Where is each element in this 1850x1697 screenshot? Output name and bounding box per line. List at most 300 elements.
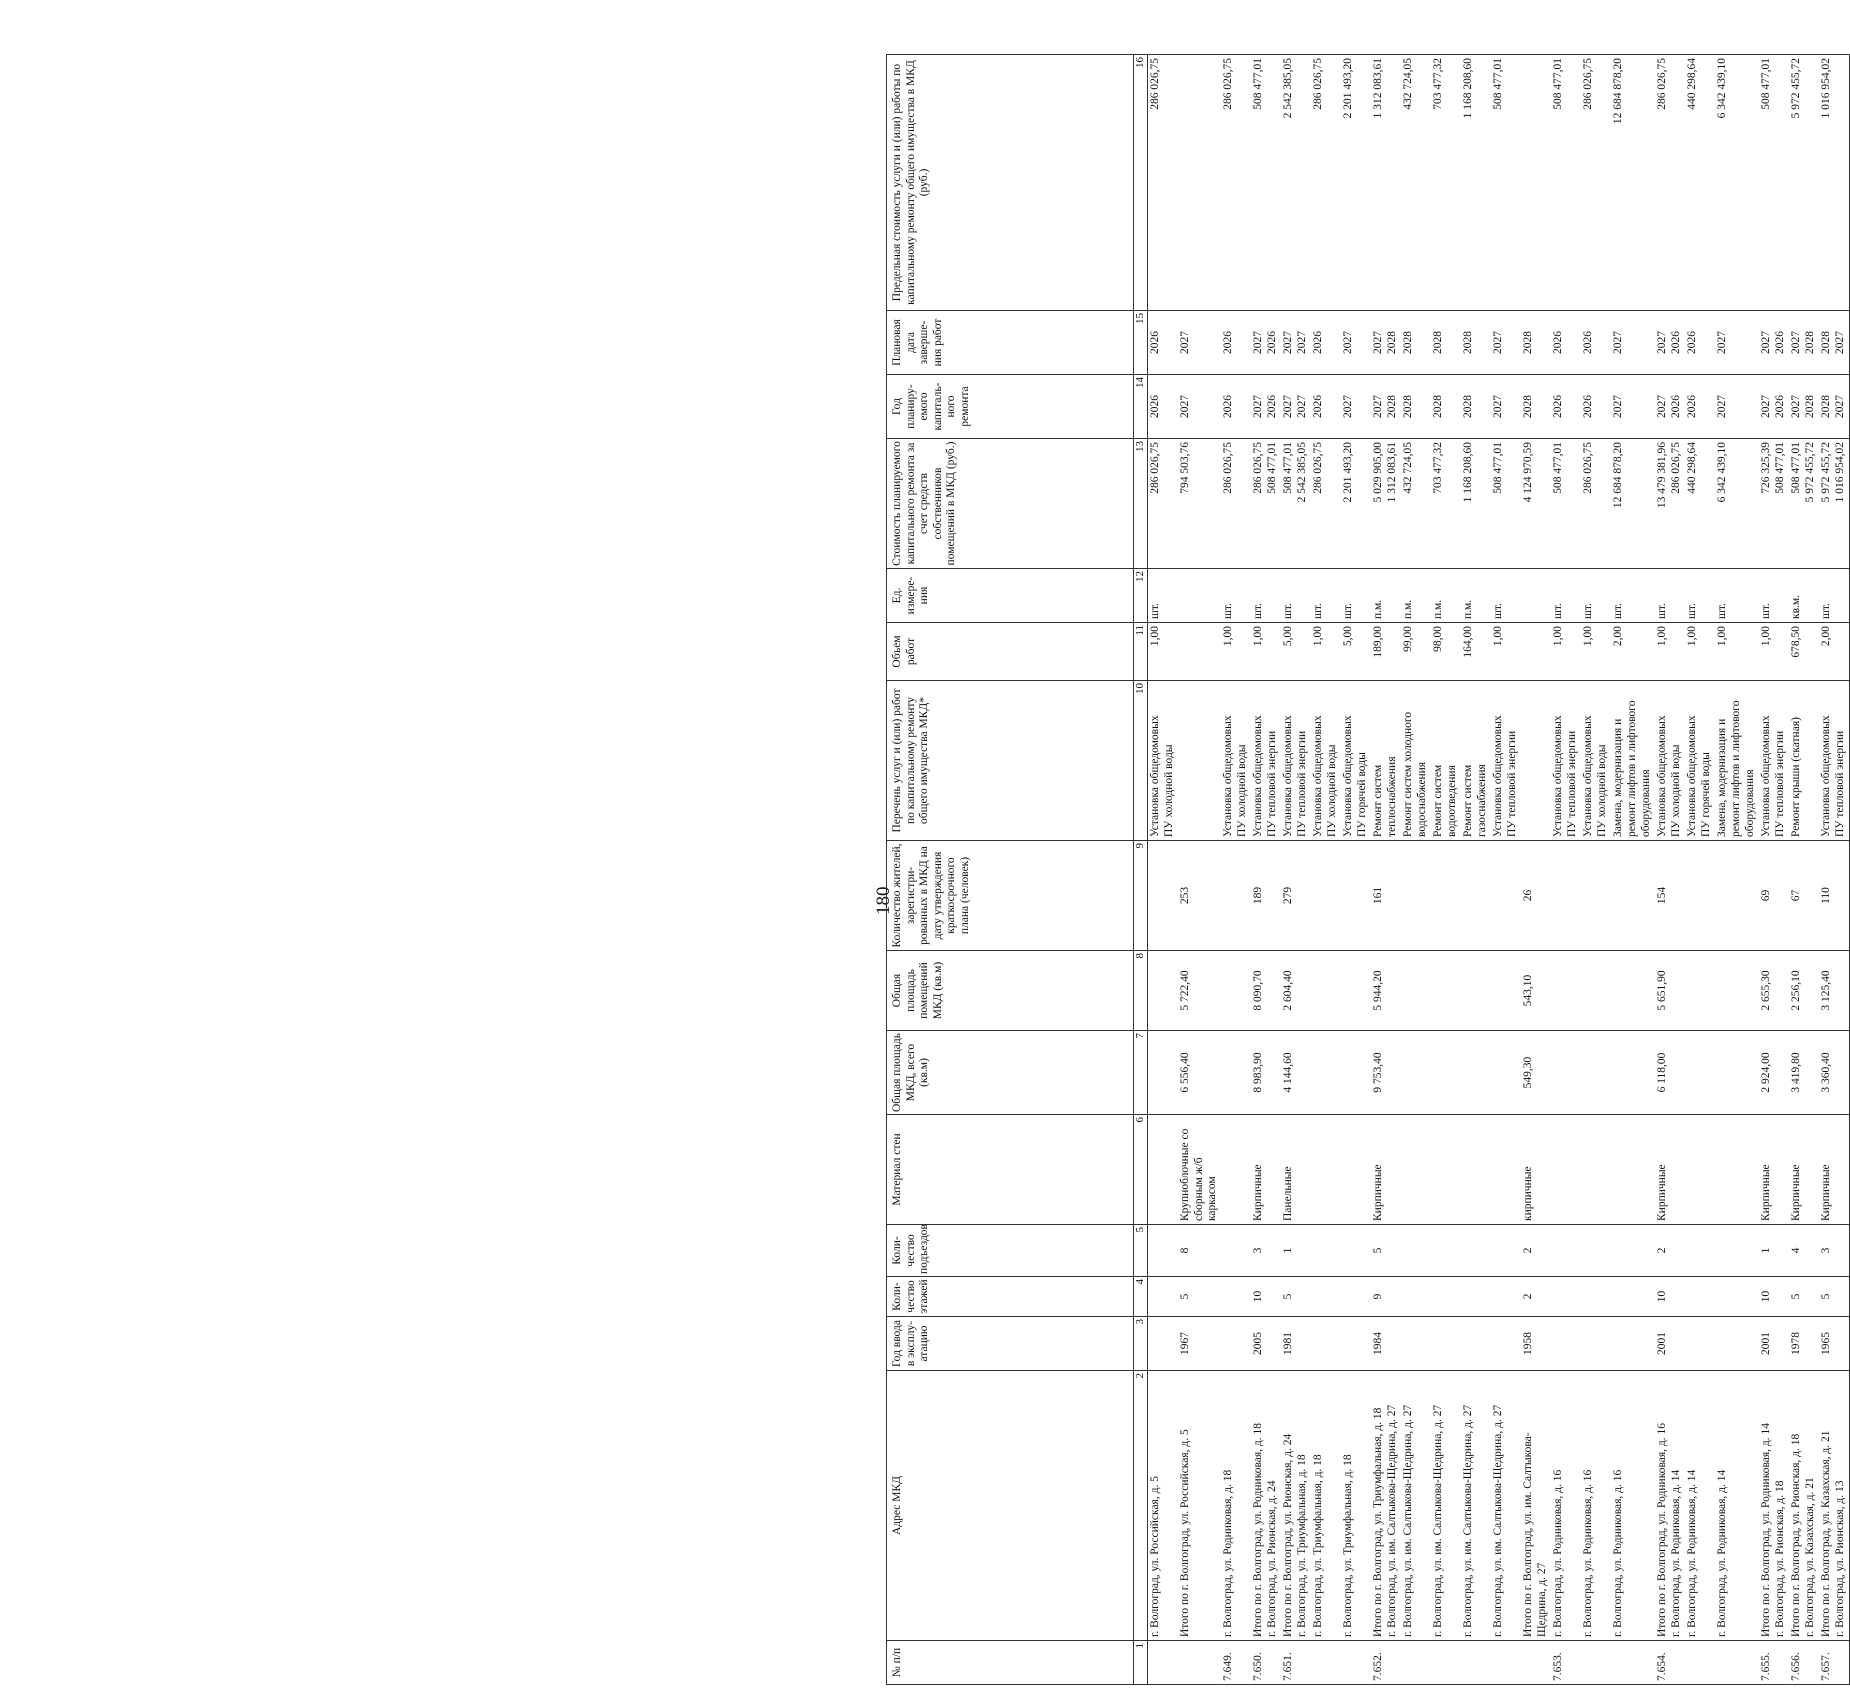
table-row [1789,55,1819,1685]
residents-cell [1611,841,1655,951]
unit-cell [1819,569,1850,623]
cost-cell-line: 13 479 381,96 [1655,442,1668,509]
cost-cell-line: 726 325,39 [1759,442,1772,494]
cost-cell-line: 703 477,32 [1431,442,1444,494]
total-area-cell: 8 983,90 [1251,1031,1281,1115]
works-cell [1789,681,1819,841]
row-number [1685,1641,1715,1685]
cost-cell-line: 1 312 083,61 [1385,442,1398,503]
residents-cell: 189 [1251,841,1281,951]
table-row [1819,55,1850,1685]
cost-cell [1551,439,1581,569]
volume-cell [1281,623,1311,681]
volume-cell [1461,623,1491,681]
works-cell-line: Ремонт систем [1461,764,1474,837]
limit-cost-cell-line: 703 477,32 [1431,58,1444,110]
limit-cost-cell-line: 1 312 083,61 [1371,58,1384,119]
unit-cell-line: шт. [1281,603,1294,619]
column-header: Общая площадь помещений МКД (кв.м) [887,951,1134,1031]
limit-cost-cell-line: 508 477,01 [1491,58,1504,110]
cost-cell-line: 286 026,75 [1311,442,1324,494]
works-cell-line: ПУ горячей воды [1699,752,1712,837]
cost-cell-line: 5 972 455,72 [1803,442,1816,503]
cost-cell-line: 286 026,75 [1669,442,1682,494]
cost-cell [1655,439,1685,569]
residents-cell: 154 [1655,841,1685,951]
cost-cell [1221,439,1251,569]
premises-area-cell: 3 125,40 [1819,951,1850,1031]
premises-area-cell [1431,951,1461,1031]
volume-cell-line: 678,50 [1789,626,1802,658]
wall-material-cell [1491,1115,1521,1225]
column-header: Ед. измере-ния [887,569,1134,623]
table-row [1715,55,1759,1685]
wall-material-cell [1311,1115,1341,1225]
completion-date-cell-line: 2028 [1461,331,1474,354]
completion-date-cell [1401,311,1431,375]
limit-cost-cell [1521,55,1551,311]
completion-date-cell [1281,311,1311,375]
table-row [1251,55,1281,1685]
address-cell [1341,1371,1371,1641]
completion-date-cell-line: 2026 [1265,331,1278,354]
unit-cell-line: п.м. [1461,599,1474,619]
year-cell: 1958 [1521,1317,1551,1371]
completion-date-cell-line: 2026 [1149,331,1161,354]
volume-cell-line: 2,00 [1611,626,1624,647]
limit-cost-cell [1819,55,1850,311]
column-header: № п/п [887,1641,1134,1685]
total-area-cell [1685,1031,1715,1115]
address-cell [1491,1371,1521,1641]
cost-cell-line: 2 201 493,20 [1341,442,1354,503]
entrances-cell [1551,1225,1581,1277]
volume-cell-line: 1,00 [1251,626,1264,647]
year-cell [1431,1317,1461,1371]
repair-year-cell-line: 2027 [1789,395,1802,418]
cost-cell-line: 286 026,75 [1149,442,1161,494]
address-cell-line: г. Волгоград, ул. Родниковая, д. 14 [1715,1469,1728,1637]
cost-cell [1401,439,1431,569]
entrances-cell [1431,1225,1461,1277]
address-cell [1311,1371,1341,1641]
volume-cell-line: 1,00 [1149,626,1161,647]
table-row [1655,55,1685,1685]
works-cell-line: водоснабжения [1415,761,1428,837]
limit-cost-cell-line: 1 016 954,02 [1819,58,1832,119]
cost-cell-line: 1 016 954,02 [1833,442,1846,503]
repair-year-cell-line: 2027 [1611,395,1624,418]
repair-year-cell-line: 2027 [1491,395,1504,418]
total-area-cell: 3 360,40 [1819,1031,1850,1115]
column-number: 13 [1134,439,1148,569]
limit-cost-cell [1789,55,1819,311]
premises-area-cell: 5 722,40 [1178,951,1221,1031]
repair-year-cell-line: 2026 [1685,395,1698,418]
wall-material-cell [1341,1115,1371,1225]
residents-cell [1685,841,1715,951]
table-row [1311,55,1341,1685]
cost-cell-line: 12 684 878,20 [1611,442,1624,509]
repair-year-cell [1611,375,1655,439]
premises-area-cell [1551,951,1581,1031]
volume-cell [1521,623,1551,681]
works-cell-line: Ремонт крыши (скатная) [1789,717,1802,837]
limit-cost-cell-line: 508 477,01 [1759,58,1772,110]
column-header: Коли-чество этажей [887,1277,1134,1317]
table-row [1491,55,1521,1685]
unit-cell [1251,569,1281,623]
wall-material-cell: Панельные [1281,1115,1311,1225]
residents-cell [1311,841,1341,951]
completion-date-cell [1491,311,1521,375]
cost-cell [1371,439,1401,569]
repair-year-cell-line: 2027 [1281,395,1294,418]
limit-cost-cell-line: 508 477,01 [1251,58,1264,110]
unit-cell [1401,569,1431,623]
unit-cell [1461,569,1491,623]
unit-cell-line: шт. [1149,603,1161,619]
address-cell [1461,1371,1491,1641]
completion-date-cell [1431,311,1461,375]
column-number: 11 [1134,623,1148,681]
cost-cell [1581,439,1611,569]
works-cell-line: Установка общедомовых [1491,715,1504,837]
residents-cell: 67 [1789,841,1819,951]
unit-cell-line: шт. [1759,603,1772,619]
column-number: 10 [1134,681,1148,841]
column-header: Перечень услуг и (или) работ по капитальному ремонту общего имущества МКД* [887,681,1134,841]
year-cell [1715,1317,1759,1371]
works-cell-line: оборудования [1743,769,1756,837]
works-cell-line: Ремонт систем [1371,764,1384,837]
residents-cell: 161 [1371,841,1401,951]
completion-date-cell [1221,311,1251,375]
cost-cell-line: 508 477,01 [1789,442,1802,494]
total-area-cell [1311,1031,1341,1115]
wall-material-cell: кирпичные [1521,1115,1551,1225]
column-number: 3 [1134,1317,1148,1371]
unit-cell-line: шт. [1655,603,1668,619]
column-header: Общая площадь МКД, всего (кв.м) [887,1031,1134,1115]
cost-cell [1251,439,1281,569]
repair-year-cell [1251,375,1281,439]
cost-cell [1685,439,1715,569]
limit-cost-cell [1251,55,1281,311]
premises-area-cell: 2 655,30 [1759,951,1789,1031]
cost-cell [1431,439,1461,569]
entrances-cell [1685,1225,1715,1277]
wall-material-cell [1715,1115,1759,1225]
completion-date-cell-line: 2026 [1221,331,1234,354]
volume-cell-line: 98,00 [1431,626,1444,652]
column-number: 2 [1134,1371,1148,1641]
repair-year-cell [1521,375,1551,439]
address-cell-line: г. Волгоград, ул. Родниковая, д. 14 [1669,1469,1682,1637]
address-cell-line: г. Волгоград, ул. Казахская, д. 21 [1803,1477,1816,1637]
completion-date-cell-line: 2027 [1295,331,1308,354]
repair-year-cell [1461,375,1491,439]
total-area-cell [1221,1031,1251,1115]
unit-cell [1685,569,1715,623]
works-cell [1251,681,1281,841]
works-cell-line: Установка общедомовых [1581,715,1594,837]
completion-date-cell [1581,311,1611,375]
repair-year-cell [1789,375,1819,439]
row-number [1715,1641,1759,1685]
limit-cost-cell-line: 432 724,05 [1401,58,1414,110]
volume-cell-line: 99,00 [1401,626,1414,652]
column-number: 8 [1134,951,1148,1031]
works-cell-line: Ремонт систем [1431,764,1444,837]
unit-cell [1431,569,1461,623]
volume-cell [1341,623,1371,681]
residents-cell [1401,841,1431,951]
works-cell-line: Установка общедомовых [1551,715,1564,837]
row-number: 7.655. [1759,1641,1789,1685]
cost-cell-line: 2 542 385,05 [1295,442,1308,503]
limit-cost-cell [1581,55,1611,311]
volume-cell-line: 164,00 [1461,626,1474,658]
volume-cell [1685,623,1715,681]
address-cell-line: г. Волгоград, ул. Триумфальная, д. 18 [1341,1454,1354,1637]
repair-year-cell [1148,375,1179,439]
column-number: 6 [1134,1115,1148,1225]
unit-cell [1341,569,1371,623]
limit-cost-cell [1341,55,1371,311]
residents-cell [1431,841,1461,951]
address-cell-line: Итого по г. Волгоград, ул. Триумфальная, д. 18 [1371,1407,1384,1637]
row-number [1461,1641,1491,1685]
repair-year-cell-line: 2027 [1759,395,1772,418]
volume-cell [1431,623,1461,681]
completion-date-cell-line: 2027 [1281,331,1294,354]
volume-cell [1491,623,1521,681]
completion-date-cell-line: 2027 [1789,331,1802,354]
volume-cell-line: 1,00 [1581,626,1594,647]
volume-cell [1551,623,1581,681]
rotated-sheet [48,55,1846,1685]
works-cell-line: Установка общедомовых [1341,715,1354,837]
residents-cell [1491,841,1521,951]
works-cell [1551,681,1581,841]
table-row [1685,55,1715,1685]
address-cell [1148,1371,1179,1641]
residents-cell: 69 [1759,841,1789,951]
row-number: 7.652. [1371,1641,1401,1685]
works-cell-line: Установка общедомовых [1685,715,1698,837]
address-cell-line: г. Волгоград, ул. Родниковая, д. 16 [1551,1469,1564,1637]
unit-cell-line: шт. [1819,603,1832,619]
column-number: 1 [1134,1641,1148,1685]
volume-cell [1581,623,1611,681]
premises-area-cell [1341,951,1371,1031]
completion-date-cell-line: 2027 [1833,331,1846,354]
address-cell [1281,1371,1311,1641]
works-cell [1461,681,1491,841]
works-cell [1281,681,1311,841]
completion-date-cell-line: 2026 [1685,331,1698,354]
limit-cost-cell [1311,55,1341,311]
floors-cell [1221,1277,1251,1317]
repair-year-cell-line: 2028 [1803,395,1816,418]
limit-cost-cell [1611,55,1655,311]
address-cell-line: г. Волгоград, ул. Рионская, д. 13 [1833,1480,1846,1637]
volume-cell [1178,623,1221,681]
completion-date-cell-line: 2026 [1311,331,1324,354]
cost-cell-line: 432 724,05 [1401,442,1414,494]
column-header: Стоимость планируемого капитального ремонта за счет средств собственников помещений в МКД (руб.) [887,439,1134,569]
row-number [1521,1641,1551,1685]
repair-year-cell-line: 2028 [1431,395,1444,418]
completion-date-cell [1789,311,1819,375]
floors-cell [1491,1277,1521,1317]
volume-cell [1819,623,1850,681]
completion-date-cell-line: 2027 [1611,331,1624,354]
completion-date-cell-line: 2028 [1401,331,1414,354]
completion-date-cell-line: 2026 [1773,331,1786,354]
limit-cost-cell-line: 5 972 455,72 [1789,58,1802,119]
floors-cell: 2 [1521,1277,1551,1317]
year-cell: 1981 [1281,1317,1311,1371]
unit-cell-line: шт. [1341,603,1354,619]
address-cell-line: г. Волгоград, ул. Рионская, д. 18 [1773,1480,1786,1637]
table-row [1148,55,1179,1685]
entrances-cell: 3 [1819,1225,1850,1277]
year-cell: 2001 [1759,1317,1789,1371]
cost-cell [1491,439,1521,569]
completion-date-cell-line: 2028 [1385,331,1398,354]
premises-area-cell [1685,951,1715,1031]
floors-cell [1685,1277,1715,1317]
completion-date-cell-line: 2027 [1759,331,1772,354]
address-cell [1178,1371,1221,1641]
works-cell-line: ремонт лифтов и лифтового [1625,700,1638,837]
year-cell: 1984 [1371,1317,1401,1371]
completion-date-cell [1685,311,1715,375]
limit-cost-cell-line: 12 684 878,20 [1611,58,1624,125]
works-cell-line: ПУ холодной воды [1595,744,1608,837]
table-row [1521,55,1551,1685]
address-cell-line: г. Волгоград, ул. Родниковая, д. 18 [1221,1469,1234,1637]
cost-cell [1789,439,1819,569]
completion-date-cell [1759,311,1789,375]
cost-cell-line: 5 029 905,00 [1371,442,1384,503]
works-cell [1685,681,1715,841]
works-cell [1819,681,1850,841]
volume-cell-line: 1,00 [1221,626,1234,647]
works-cell [1655,681,1685,841]
works-cell-line: ПУ тепловой энергии [1833,730,1846,837]
address-cell-line: Итого по г. Волгоград, ул. Родниковая, д. 16 [1655,1423,1668,1637]
cost-cell-line: 4 124 970,59 [1521,442,1534,503]
completion-date-cell-line: 2027 [1341,331,1354,354]
volume-cell [1759,623,1789,681]
repair-year-cell-line: 2026 [1581,395,1594,418]
completion-date-cell-line: 2027 [1371,331,1384,354]
entrances-cell [1341,1225,1371,1277]
address-cell-line: Итого по г. Волгоград, ул. Казахская, д. 21 [1819,1430,1832,1637]
entrances-cell: 1 [1759,1225,1789,1277]
repair-year-cell [1491,375,1521,439]
cost-cell-line: 5 972 455,72 [1819,442,1832,503]
unit-cell [1759,569,1789,623]
works-cell-line: оборудования [1639,769,1652,837]
volume-cell-line: 1,00 [1491,626,1504,647]
limit-cost-cell [1178,55,1221,311]
total-area-cell: 3 419,80 [1789,1031,1819,1115]
unit-cell-line: шт. [1311,603,1324,619]
entrances-cell [1461,1225,1491,1277]
column-header: Объем работ [887,623,1134,681]
floors-cell: 10 [1759,1277,1789,1317]
wall-material-cell: Крупноблочные со сборным ж/б каркасом [1178,1115,1221,1225]
year-cell [1311,1317,1341,1371]
unit-cell-line: кв.м. [1789,594,1802,619]
entrances-cell [1611,1225,1655,1277]
repair-year-cell [1431,375,1461,439]
address-cell [1581,1371,1611,1641]
row-number: 7.657. [1819,1641,1850,1685]
wall-material-cell: Кирпичные [1819,1115,1850,1225]
entrances-cell [1221,1225,1251,1277]
floors-cell [1581,1277,1611,1317]
table-row [1581,55,1611,1685]
address-cell-line: Щедрина, д. 27 [1535,1562,1548,1637]
premises-area-cell: 5 944,20 [1371,951,1401,1031]
works-cell-line: ПУ холодной воды [1325,744,1338,837]
completion-date-cell [1551,311,1581,375]
floors-cell [1341,1277,1371,1317]
table-body [1148,55,1850,1685]
floors-cell [1148,1277,1179,1317]
address-cell [1521,1371,1551,1641]
total-area-cell: 6 118,00 [1655,1031,1685,1115]
repair-year-cell [1655,375,1685,439]
table-row [1611,55,1655,1685]
column-number: 7 [1134,1031,1148,1115]
cost-cell-line: 508 477,01 [1265,442,1278,494]
works-cell-line: ПУ тепловой энергии [1295,730,1308,837]
works-cell-line: Установка общедомовых [1221,715,1234,837]
total-area-cell [1461,1031,1491,1115]
cost-cell [1281,439,1311,569]
unit-cell-line: шт. [1581,603,1594,619]
works-cell-line: газоснабжения [1475,764,1488,837]
limit-cost-cell [1655,55,1685,311]
total-area-cell [1551,1031,1581,1115]
works-cell [1715,681,1759,841]
table-row [1431,55,1461,1685]
entrances-cell: 2 [1521,1225,1551,1277]
cost-cell-line: 508 477,01 [1281,442,1294,494]
cost-cell [1715,439,1759,569]
repair-year-cell-line: 2026 [1265,395,1278,418]
works-cell [1371,681,1401,841]
unit-cell-line: п.м. [1371,599,1384,619]
volume-cell-line: 5,00 [1281,626,1294,647]
table-row [1551,55,1581,1685]
entrances-cell [1491,1225,1521,1277]
works-cell [1491,681,1521,841]
cost-cell [1521,439,1551,569]
completion-date-cell-line: 2026 [1669,331,1682,354]
row-number [1178,1641,1221,1685]
unit-cell-line: шт. [1685,603,1698,619]
repair-year-cell [1221,375,1251,439]
cost-cell [1819,439,1850,569]
year-cell [1551,1317,1581,1371]
